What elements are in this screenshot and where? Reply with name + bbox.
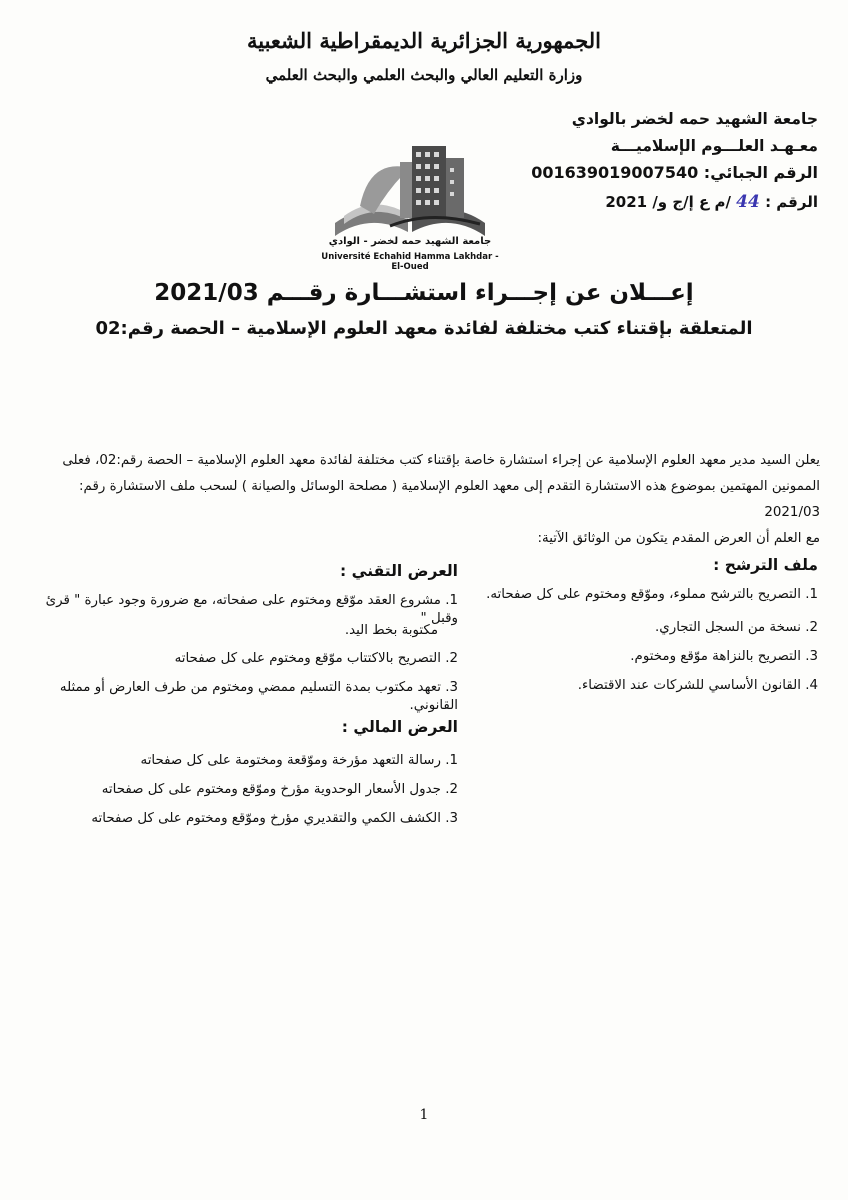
candidacy-item — [478, 586, 818, 604]
technical-item — [18, 650, 458, 668]
item-number: 3. — [445, 680, 458, 695]
announcement-subtitle: المتعلقة بإقتناء كتب مختلفة لفائدة معهد العلوم الإسلامية – الحصة رقم:02 — [95, 318, 753, 339]
tax-number — [488, 163, 818, 182]
financial-item — [18, 752, 458, 770]
technical-item — [18, 679, 458, 715]
announcement-title: إعـــلان عن إجـــراء استشـــارة رقـــم 2021/03 — [154, 280, 694, 306]
candidacy-item — [478, 648, 818, 666]
intro-line: الممونين المهتمين بموضوع هذه الاستشارة التقدم إلى معهد العلوم الإسلامية ( مصلحة الوسائل والصيانة ) لسحب ملف الاستشارة رقم: 2021/03 — [79, 479, 820, 520]
logo-caption-arabic: جامعة الشهيد حمه لخضر - الوادي — [328, 236, 492, 247]
item-number: 1. — [445, 753, 458, 768]
item-text: مشروع العقد موّقع ومختوم على صفحاته، مع ضرورة وجود عبارة " قرئ وقبل " — [45, 593, 458, 626]
item-number: 2. — [805, 620, 818, 635]
item-text: التصريح بالاكتتاب موّقع ومختوم على كل صفحاته — [174, 651, 441, 666]
reference-number — [488, 192, 818, 212]
candidacy-item — [478, 677, 818, 695]
tax-number-label: الرقم الجبائي: — [703, 163, 818, 182]
reference-suffix: /م ع إ/ج و/ 2021 — [605, 193, 731, 211]
logo-caption-french: Université Echahid Hamma Lakhdar - El-Oued — [321, 252, 499, 272]
item-number: 3. — [805, 649, 818, 664]
financial-offer-heading: العرض المالي : — [341, 718, 458, 736]
item-text: التصريح بالنزاهة موّقع ومختوم. — [630, 649, 801, 664]
financial-item — [18, 781, 458, 799]
technical-item-continuation: مكتوبة بخط اليد. — [344, 623, 438, 638]
item-text: نسخة من السجل التجاري. — [655, 620, 801, 635]
logo-tower-wing — [400, 162, 412, 218]
item-number: 2. — [445, 782, 458, 797]
page-number: 1 — [419, 1107, 429, 1123]
item-text: الكشف الكمي والتقديري مؤرخ وموّقع ومختوم على كل صفحاته — [91, 811, 441, 826]
financial-item — [18, 810, 458, 828]
intro-paragraph — [30, 448, 820, 552]
republic-title: الجمهورية الجزائرية الديمقراطية الشعبية — [246, 28, 601, 53]
item-number: 1. — [445, 593, 458, 608]
item-text: جدول الأسعار الوحدوية مؤرخ وموّقع ومختوم على كل صفحاته — [101, 782, 441, 797]
item-number: 2. — [445, 651, 458, 666]
technical-offer-heading: العرض التقني : — [340, 562, 458, 580]
candidacy-item — [478, 619, 818, 637]
item-number: 1. — [805, 587, 818, 602]
item-text: القانون الأساسي للشركات عند الاقتضاء. — [577, 678, 801, 693]
tax-number-value: 001639019007540 — [531, 163, 699, 182]
ministry-title: وزارة التعليم العالي والبحث العلمي والبحث العلمي — [265, 66, 583, 84]
reference-handwritten-number: 44 — [736, 192, 760, 212]
reference-label: الرقم : — [765, 193, 818, 211]
university-name: جامعة الشهيد حمه لخضر بالوادي — [571, 110, 818, 128]
logo-tower-side — [446, 158, 464, 218]
candidacy-heading: ملف الترشح : — [713, 556, 818, 574]
item-text: التصريح بالترشح مملوء، وموّقع ومختوم على كل صفحاته. — [486, 587, 801, 602]
item-number: 3. — [445, 811, 458, 826]
item-text: رسالة التعهد مؤرخة وموّقعة ومختومة على كل صفحاته — [140, 753, 441, 768]
institute-name: معـهـد العلـــوم الإسلاميـــة — [610, 137, 818, 155]
intro-line: يعلن السيد مدير معهد العلوم الإسلامية عن إجراء استشارة خاصة بإقتناء كتب مختلفة لفائدة معهد العلوم الإسلامية – الحصة رقم:02، فعلى — [62, 453, 820, 468]
item-text: تعهد مكتوب بمدة التسليم ممضي ومختوم من طرف العارض أو ممثله القانوني. — [59, 680, 458, 713]
intro-line: مع العلم أن العرض المقدم يتكون من الوثائق الآتية: — [537, 531, 820, 546]
item-number: 4. — [805, 678, 818, 693]
